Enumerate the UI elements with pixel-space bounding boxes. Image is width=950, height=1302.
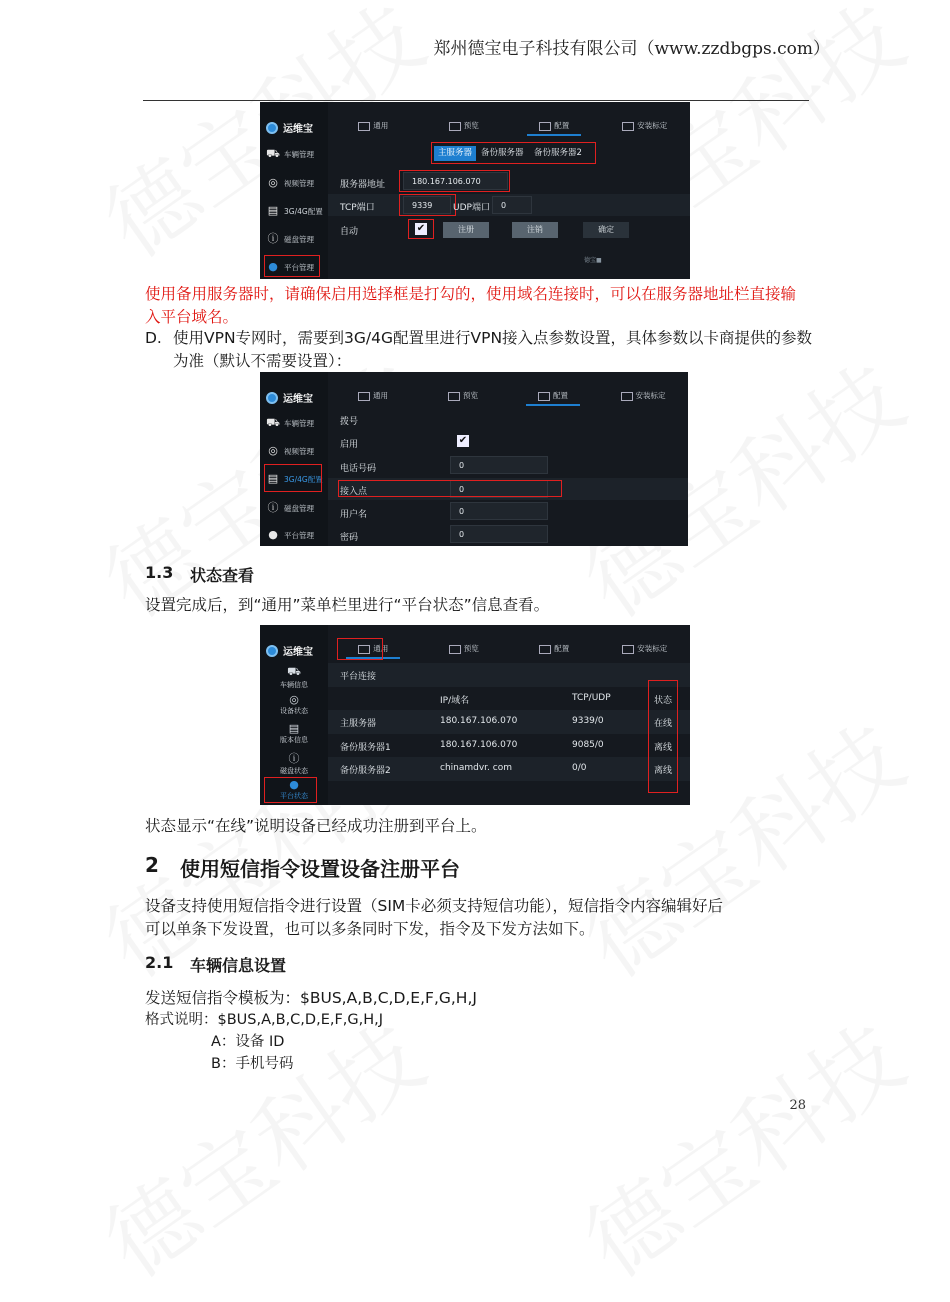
- car-icon: ⛟: [266, 147, 280, 160]
- save-icon: ▤: [288, 722, 300, 735]
- warning-note: 使用备用服务器时，请确保启用选择框是打勾的，使用域名连接时，可以在服务器地址栏直接输入平台域名。: [145, 285, 797, 326]
- column-header-port: TCP/UDP: [572, 693, 611, 703]
- sidebar-item-label: 版本信息: [280, 736, 308, 744]
- platform-icon: ●: [268, 528, 278, 541]
- tab-main-server[interactable]: 主服务器: [434, 146, 476, 161]
- username-field[interactable]: 0: [450, 502, 548, 520]
- page-number: 28: [789, 1098, 806, 1113]
- sidebar-item-label: 3G/4G配置: [284, 474, 323, 484]
- app-logo: [266, 390, 313, 405]
- sidebar-item-vehicle[interactable]: [266, 417, 314, 429]
- item-d-text: 使用VPN专网时，需要到3G/4G配置里进行VPN接入点参数设置，具体参数以卡商提供的参数为准（默认不需要设置）：: [173, 329, 813, 370]
- logo-icon: [266, 645, 278, 657]
- highlight-box: [408, 219, 434, 239]
- tab-install[interactable]: 安装标定: [600, 114, 691, 136]
- table-cell-name: 主服务器: [340, 719, 377, 729]
- section-number: 2.1: [145, 953, 174, 972]
- unregister-button[interactable]: 注销: [512, 222, 558, 238]
- save-icon: ▤: [267, 204, 279, 217]
- sidebar-item-disk-status[interactable]: [266, 750, 322, 776]
- column-header-status: 状态: [654, 696, 673, 706]
- logo-icon: [266, 392, 278, 404]
- tab-config[interactable]: 配置: [509, 637, 600, 659]
- sidebar-item-label: 车辆管理: [284, 149, 314, 159]
- table-cell-ip: 180.167.106.070: [440, 740, 518, 750]
- highlight-box: [264, 777, 317, 803]
- table-cell-name: 备份服务器2: [340, 766, 391, 776]
- paragraph: 设置完成后，到“通用”菜单栏里进行“平台状态”信息查看。: [145, 596, 550, 614]
- table-cell-status: 离线: [654, 766, 673, 776]
- format-line: 格式说明：$BUS,A,B,C,D,E,F,G,H,J: [145, 1012, 384, 1028]
- sidebar-item-video[interactable]: [266, 177, 314, 189]
- sidebar-item-disk[interactable]: [266, 233, 314, 245]
- item-d-marker: D.: [145, 329, 162, 347]
- enable-checkbox[interactable]: ✔: [458, 435, 468, 446]
- logo-icon: [266, 122, 278, 134]
- confirm-button[interactable]: 确定: [583, 222, 629, 238]
- tab-backup-server-2[interactable]: 备份服务器2: [534, 148, 582, 158]
- format-item: B：手机号码: [211, 1056, 294, 1072]
- auto-checkbox[interactable]: ✔: [416, 223, 426, 234]
- highlight-box: [431, 142, 596, 164]
- monitor-icon: [538, 392, 550, 401]
- highlight-box: [399, 194, 456, 216]
- monitor-icon: [621, 392, 633, 401]
- dial-label: 拨号: [340, 417, 359, 427]
- video-icon: ◎: [268, 176, 278, 189]
- apn-label: 接入点: [340, 487, 368, 497]
- monitor-icon: [622, 645, 634, 654]
- sidebar-item-vehicle[interactable]: [266, 148, 314, 160]
- tab-preview[interactable]: 预览: [419, 637, 510, 659]
- table-cell-status: 离线: [654, 743, 673, 753]
- monitor-icon: [539, 122, 551, 131]
- car-icon: ⛟: [287, 665, 301, 678]
- tab-config[interactable]: 配置: [509, 114, 600, 136]
- format-item: A：设备 ID: [211, 1034, 285, 1050]
- tab-general[interactable]: 通用: [328, 114, 419, 136]
- monitor-icon: [358, 122, 370, 131]
- sidebar-item-label: 磁盘管理: [284, 234, 314, 244]
- sidebar-item-label: 磁盘管理: [284, 503, 314, 513]
- sidebar-item-video[interactable]: [266, 445, 314, 457]
- enable-label: 启用: [340, 440, 359, 450]
- video-icon: ◎: [268, 444, 278, 457]
- sidebar-item-label: 视频管理: [284, 446, 314, 456]
- section-number: 2: [145, 853, 159, 877]
- password-label: 密码: [340, 533, 359, 543]
- sidebar-item-disk[interactable]: [266, 502, 314, 514]
- sidebar-item-platform[interactable]: [266, 529, 314, 541]
- sidebar-item-label: 磁盘状态: [280, 767, 308, 775]
- column-header-ip: IP/域名: [440, 696, 470, 706]
- app-logo: [266, 643, 313, 658]
- device-icon: ◎: [289, 693, 299, 706]
- template-line: 发送短信指令模板为：$BUS,A,B,C,D,E,F,G,H,J: [145, 989, 477, 1007]
- monitor-icon: [622, 122, 634, 131]
- highlight-box: [399, 170, 510, 192]
- register-button[interactable]: 注册: [443, 222, 489, 238]
- apn-field[interactable]: 0: [450, 480, 548, 498]
- server-address-field[interactable]: 180.167.106.070: [403, 172, 508, 190]
- page-header: 郑州德宝电子科技有限公司（www.zzdbgps.com）: [433, 39, 830, 59]
- sidebar-item-version[interactable]: [266, 722, 322, 745]
- sidebar-item-vehicle-info[interactable]: [266, 665, 322, 690]
- table-cell-port: 9339/0: [572, 716, 604, 726]
- tab-preview[interactable]: 预览: [419, 114, 510, 136]
- highlight-box: [337, 638, 383, 660]
- paragraph: 状态显示“在线”说明设备已经成功注册到平台上。: [145, 817, 487, 835]
- username-label: 用户名: [340, 510, 368, 520]
- monitor-icon: [539, 645, 551, 654]
- tab-preview[interactable]: 预览: [418, 384, 508, 406]
- sidebar-item-label: 车辆信息: [280, 681, 308, 689]
- watermark: [555, 989, 924, 1302]
- table-cell-ip: chinamdvr. com: [440, 763, 512, 773]
- screenshot-platform-config: [260, 102, 690, 279]
- platform-icon: ●: [268, 260, 278, 273]
- password-field[interactable]: 0: [450, 525, 548, 543]
- tab-install[interactable]: 安装标定: [598, 384, 688, 406]
- udp-port-field[interactable]: 0: [492, 196, 532, 214]
- monitor-icon: [449, 122, 461, 131]
- sidebar-item-label: 平台管理: [284, 262, 314, 272]
- save-icon: ▤: [267, 472, 279, 485]
- udp-port-label: UDP端口: [453, 203, 490, 213]
- info-icon: ⓘ: [288, 752, 300, 765]
- server-address-label: 服务器地址: [340, 180, 386, 190]
- section-platform-connection: 平台连接: [340, 672, 377, 682]
- phone-label: 电话号码: [340, 464, 377, 474]
- top-tabs: [328, 384, 688, 406]
- sidebar-item-label: 平台管理: [284, 530, 314, 540]
- monitor-icon: [449, 645, 461, 654]
- table-cell-status: 在线: [654, 719, 673, 729]
- sidebar-item-label: 视频管理: [284, 178, 314, 188]
- highlight-box: [264, 255, 320, 277]
- app-name: 运维宝: [283, 647, 313, 658]
- table-cell-port: 0/0: [572, 763, 587, 773]
- sidebar-item-label: 平台状态: [280, 792, 308, 800]
- monitor-icon: [358, 392, 370, 401]
- tab-backup-server[interactable]: 备份服务器: [481, 148, 524, 158]
- sidebar-item-device-status[interactable]: [266, 693, 322, 716]
- screenshot-3g4g-config: [260, 372, 688, 546]
- tab-general[interactable]: 通用: [328, 637, 419, 659]
- tcp-port-field[interactable]: 9339: [403, 196, 451, 214]
- header-rule: [143, 100, 809, 101]
- sidebar-item-label: 设备状态: [280, 707, 308, 715]
- highlight-box: [338, 480, 562, 497]
- table-cell-ip: 180.167.106.070: [440, 716, 518, 726]
- paragraph-line: 可以单条下发设置，也可以多条同时下发，指令及下发方法如下。: [145, 920, 595, 938]
- table-cell-name: 备份服务器1: [340, 743, 391, 753]
- info-icon: ⓘ: [267, 232, 279, 245]
- highlight-box: [648, 680, 678, 793]
- info-icon: ⓘ: [267, 501, 279, 514]
- row-band: [328, 663, 690, 687]
- tab-general[interactable]: 通用: [328, 384, 418, 406]
- section-title: 状态查看: [190, 566, 255, 585]
- corner-mark: 德宝■: [584, 257, 602, 264]
- screenshot-platform-status: [260, 625, 690, 805]
- car-icon: ⛟: [266, 416, 280, 429]
- section-title: 车辆信息设置: [190, 956, 287, 975]
- monitor-icon: [448, 392, 460, 401]
- app-logo: [266, 120, 313, 135]
- app-name: 运维宝: [283, 394, 313, 405]
- sidebar-item-label: 车辆管理: [284, 418, 314, 428]
- sidebar-item-network[interactable]: [266, 205, 323, 217]
- paragraph-line: 设备支持使用短信指令进行设置（SIM卡必须支持短信功能），短信指令内容编辑好后: [145, 897, 724, 915]
- tab-install[interactable]: 安装标定: [600, 637, 691, 659]
- sidebar-item-label: 3G/4G配置: [284, 206, 323, 216]
- section-number: 1.3: [145, 563, 174, 582]
- auto-label: 自动: [340, 227, 359, 237]
- tcp-port-label: TCP端口: [340, 203, 375, 213]
- app-name: 运维宝: [283, 124, 313, 135]
- highlight-box: [264, 464, 322, 492]
- tab-config[interactable]: 配置: [508, 384, 598, 406]
- phone-field[interactable]: 0: [450, 456, 548, 474]
- section-title: 使用短信指令设置设备注册平台: [180, 857, 460, 881]
- platform-icon: ●: [289, 778, 299, 791]
- table-cell-port: 9085/0: [572, 740, 604, 750]
- top-tabs: [328, 114, 690, 136]
